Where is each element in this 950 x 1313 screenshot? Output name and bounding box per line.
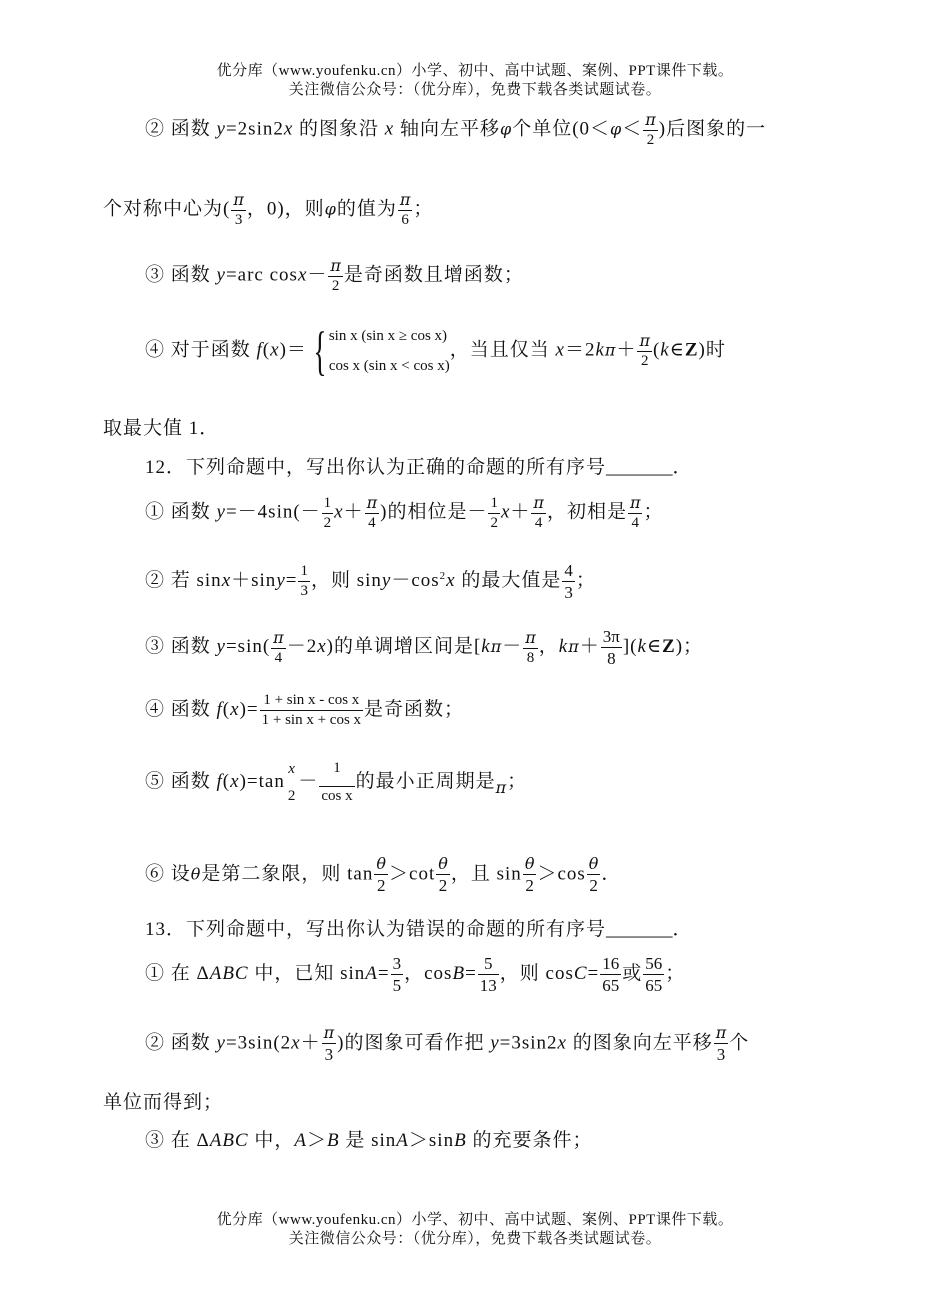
q13-item-3: ③ 在 ΔABC 中，A＞B 是 sinA＞sinB 的充要条件； bbox=[145, 1130, 593, 1151]
q12-item-4: ④ 函数 f(x)= $\frac{\text{1 + sin x - cos x}}{\text{1 + sin x + cos x}}$ 是奇函数； bbox=[145, 692, 465, 728]
fraction-pi-over-3: $\frac{\pi}{3}$ bbox=[323, 1023, 335, 1064]
fraction-pi-over-2: $\frac{\pi}{2}$ bbox=[639, 331, 650, 369]
fraction-3pi-over-8: $\frac{3\pi}{8}$ bbox=[602, 627, 620, 668]
q11-item-4: ④ 对于函数 f(x)＝ { sin x (sin x ≥ cos x) cos x (sin x < cos x) ，当且仅当 x＝2kπ＋ $\frac{\pi}{2}$ (k∈Z)时 bbox=[145, 321, 726, 381]
header-line-2: 关注微信公众号：（优分库），免费下载各类试题试卷。 bbox=[288, 82, 662, 98]
q11-item-4-continued: 取最大值 1． bbox=[103, 418, 220, 439]
q13-item-2-continued: 单位而得到； bbox=[103, 1092, 224, 1113]
q13-item-1: ① 在 ΔABC 中，已知 sinA= $\frac{3}{5}$ ，cosB= $\frac{5}{13}$ ，则 cosC= $\frac{16}{65}$ 或 $\frac{56}{65}$ ； bbox=[145, 954, 686, 995]
fraction-1-over-2: $\frac{1}{2}$ bbox=[490, 494, 498, 531]
fraction-56-over-65: $\frac{56}{65}$ bbox=[645, 954, 663, 995]
fraction-1-over-cosx: $\frac{1}{\text{cos x}}$ bbox=[321, 760, 353, 804]
answer-blank: _______ bbox=[606, 457, 673, 478]
q11-item-3: ③ 函数 y=arc cosx－ $\frac{\pi}{2}$ 是奇函数且增函数； bbox=[145, 256, 524, 294]
q11-item-2: ② 函数 y=2sin2x 的图象沿 x 轴向左平移φ个单位(0＜φ＜ $\frac{\pi}{2}$ )后图象的一 bbox=[145, 110, 767, 148]
footer-line-2: 关注微信公众号：（优分库），免费下载各类试题试卷。 bbox=[288, 1231, 662, 1247]
fraction-x-over-2: x 2 bbox=[287, 760, 296, 804]
fraction-16-over-65: $\frac{16}{65}$ bbox=[602, 954, 620, 995]
footer-line-1: 优分库（www.youfenku.cn）小学、初中、高中试题、案例、PPT课件下载。 bbox=[216, 1212, 734, 1228]
fraction-pi-over-4: $\frac{\pi}{4}$ bbox=[273, 627, 284, 666]
fraction-pi-over-2: $\frac{\pi}{2}$ bbox=[330, 256, 341, 294]
fraction-1-over-3: $\frac{1}{3}$ bbox=[300, 563, 308, 599]
fraction-5-over-13: $\frac{5}{13}$ bbox=[479, 954, 497, 995]
fraction-theta-over-2: $\frac{\theta}{2}$ bbox=[588, 854, 599, 895]
q11-item-2-continued: 个对称中心为( $\frac{\pi}{3}$ ，0)，则φ的值为 $\frac{\pi}{6}$ ； bbox=[103, 190, 434, 228]
page-header bbox=[0, 62, 950, 100]
q12-item-1: ① 函数 y=－4sin(－ $\frac{1}{2}$ x＋ $\frac{\pi}{4}$ )的相位是－ $\frac{1}{2}$ x＋ $\frac{\pi}{4}$ ，初相是 $\frac{\pi}{4}$ ； bbox=[145, 493, 664, 531]
q12-item-6: ⑥ 设θ是第二象限，则 tan $\frac{\theta}{2}$ ＞cot $\frac{\theta}{2}$ ，且 sin $\frac{\theta}{2}$ ＞cos $\frac{\theta}{2}$ ． bbox=[145, 854, 622, 895]
q13-stem: 13．下列命题中，写出你认为错误的命题的所有序号_______． bbox=[145, 919, 693, 940]
fraction-theta-over-2: $\frac{\theta}{2}$ bbox=[376, 854, 387, 895]
q12-stem: 12．下列命题中，写出你认为正确的命题的所有序号_______． bbox=[145, 457, 693, 478]
q12-item-2: ② 若 sinx＋siny= $\frac{1}{3}$ ，则 $\sin y-\cos^2x$ 的最大值是 $\frac{4}{3}$ ； bbox=[145, 561, 596, 602]
fraction-theta-over-2: $\frac{\theta}{2}$ bbox=[438, 854, 448, 895]
page-footer bbox=[0, 1211, 950, 1249]
fraction-4-over-3: $\frac{4}{3}$ bbox=[564, 561, 573, 602]
fraction-pi-over-6: $\frac{\pi}{6}$ bbox=[399, 190, 411, 228]
fraction-pi-over-2: $\frac{\pi}{2}$ bbox=[645, 110, 656, 148]
fraction-3-over-5: $\frac{3}{5}$ bbox=[392, 954, 402, 995]
fraction-pi-over-4: $\frac{\pi}{4}$ bbox=[533, 493, 544, 531]
fraction-1-over-2: $\frac{1}{2}$ bbox=[323, 494, 332, 531]
q12-item-5: ⑤ 函数 f(x)=tan x 2 － $\frac{1}{\text{cos x}}$ 的最小正周期是$_\pi$； bbox=[145, 760, 528, 804]
q13-item-2: ② 函数 y=3sin(2x＋ $\frac{\pi}{3}$ )的图象可看作把 y=3sin2x 的图象向左平移 $\frac{\pi}{3}$ 个 bbox=[145, 1023, 750, 1064]
fraction-pi-over-8: $\frac{\pi}{8}$ bbox=[525, 627, 536, 666]
answer-blank: _______ bbox=[606, 919, 673, 940]
fraction-pi-over-4: $\frac{\pi}{4}$ bbox=[629, 493, 641, 531]
fraction-pi-over-3: $\frac{\pi}{3}$ bbox=[715, 1023, 727, 1064]
fraction-pi-over-3: $\frac{\pi}{3}$ bbox=[233, 190, 244, 228]
q12-item-3: ③ 函数 y=sin( $\frac{\pi}{4}$ －2x)的单调增区间是[kπ－ $\frac{\pi}{8}$ ，kπ＋ $\frac{3\pi}{8}$ ](k∈Z)； bbox=[145, 627, 704, 668]
fraction-theta-over-2: $\frac{\theta}{2}$ bbox=[524, 854, 535, 895]
fraction-pi-over-4: $\frac{\pi}{4}$ bbox=[366, 493, 378, 531]
fraction-sinx-cosx: $\frac{\text{1 + sin x - cos x}}{\text{1 + sin x + cos x}}$ bbox=[261, 692, 362, 728]
piecewise-function: { sin x (sin x ≥ cos x) cos x (sin x < cos x) bbox=[313, 321, 450, 381]
header-line-1: 优分库（www.youfenku.cn）小学、初中、高中试题、案例、PPT课件下载。 bbox=[216, 63, 734, 79]
